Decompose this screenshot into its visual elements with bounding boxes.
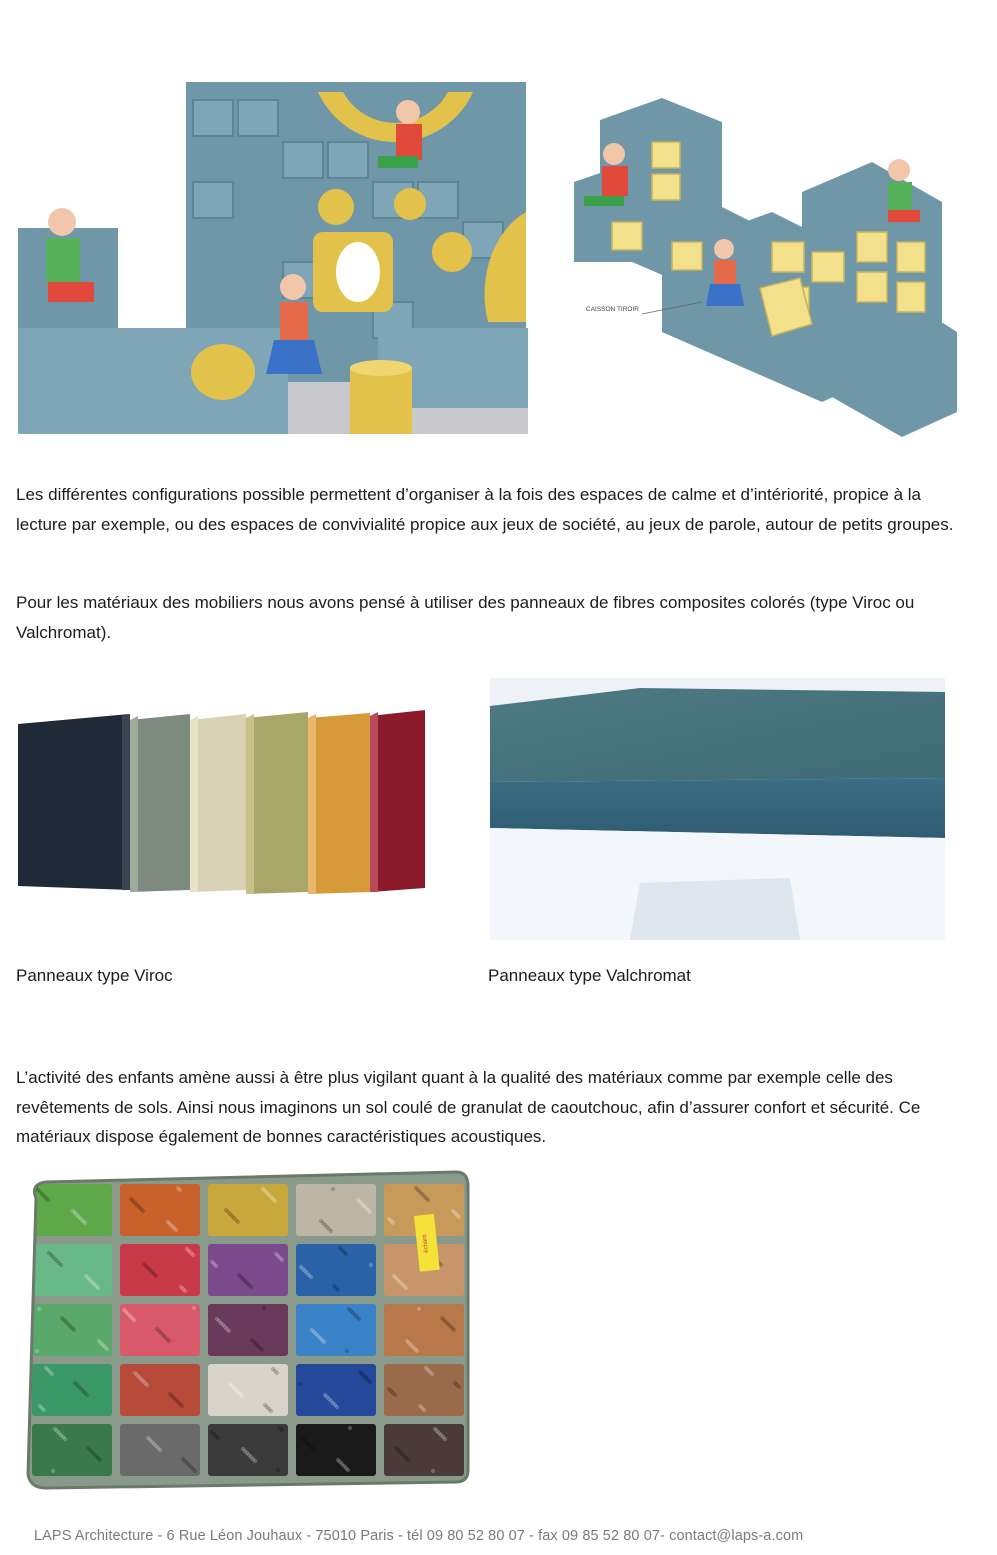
rubber-sample-cell — [120, 1184, 200, 1236]
granule-speckle — [415, 1349, 419, 1353]
granule-speckle — [457, 1385, 461, 1389]
rubber-sample-cell — [120, 1364, 200, 1416]
caption-valchromat: Panneaux type Valchromat — [488, 966, 691, 985]
granule-speckle — [357, 1317, 361, 1321]
granule-speckle — [298, 1382, 302, 1386]
granule-speckle — [406, 1458, 410, 1462]
granule-speckle — [141, 1209, 145, 1213]
granule-speckle — [280, 1428, 284, 1432]
paragraph-revetements-sols: L’activité des enfants amène aussi à être plus vigilant quant à la qualité des matériaux comme par exemple celle des revêtements de sols. Ainsi nous imaginons un sol coulé de granulat de caoutchouc, afin d’assurer confort et sécurité. Ce matériaux dispose également de bonnes caractéristiques acoustiques. — [16, 1068, 921, 1146]
granule-speckle — [329, 1229, 333, 1233]
granule-speckle — [180, 1404, 184, 1408]
granule-speckle — [145, 1383, 149, 1387]
granule-speckle — [51, 1469, 55, 1473]
granule-speckle — [348, 1426, 352, 1430]
granule-speckle — [85, 1393, 89, 1397]
granule-speckle — [393, 1393, 397, 1397]
rubber-sample-cell — [208, 1304, 288, 1356]
granule-speckle — [280, 1258, 284, 1262]
rubber-sample-cell — [296, 1184, 376, 1236]
granule-speckle — [344, 1252, 348, 1256]
footer-contact: LAPS Architecture - 6 Rue Léon Jouhaux - 75010 Paris - tél 09 80 52 80 07 - fax 09 85 52 80 07- contact@laps-a.com — [34, 1528, 804, 1544]
granule-speckle — [262, 1306, 266, 1310]
granule-speckle — [309, 1275, 313, 1279]
granule-speckle — [422, 1408, 426, 1412]
granule-speckle — [336, 1288, 340, 1292]
granule-speckle — [105, 1347, 109, 1351]
paragraph-materiaux-mobiliers: Pour les matériaux des mobiliers nous avons pensé à utiliser des panneaux de fibres composites colorés (type Viroc ou Valchromat). — [16, 593, 915, 642]
granule-speckle — [249, 1285, 253, 1289]
granule-speckle — [417, 1307, 421, 1311]
rubber-sample-cell — [296, 1424, 376, 1476]
granule-speckle — [72, 1328, 76, 1332]
caption-viroc: Panneaux type Viroc — [16, 966, 173, 985]
granule-speckle — [452, 1328, 456, 1332]
granule-speckle — [167, 1339, 171, 1343]
granule-speckle — [191, 1253, 195, 1257]
granule-speckle — [260, 1348, 264, 1352]
granule-speckle — [193, 1469, 197, 1473]
granule-speckle — [63, 1437, 67, 1441]
granule-speckle — [216, 1436, 220, 1440]
granule-speckle — [404, 1286, 408, 1290]
granule-speckle — [192, 1306, 196, 1310]
granule-speckle — [311, 1447, 315, 1451]
granule-speckle — [345, 1349, 349, 1353]
granule-speckle — [331, 1187, 335, 1191]
rubber-sample-cell — [208, 1184, 288, 1236]
granule-speckle — [240, 1394, 244, 1398]
granule-speckle — [214, 1264, 218, 1268]
granule-speckle — [42, 1408, 46, 1412]
rubber-sample-cell — [32, 1424, 112, 1476]
granule-speckle — [269, 1409, 273, 1413]
granule-speckle — [275, 1371, 279, 1375]
sample-sticker-label: échant. — [421, 1232, 430, 1254]
granule-speckle — [35, 1349, 39, 1353]
rubber-granulate-samples-photo — [16, 1170, 471, 1490]
granule-speckle — [46, 1198, 50, 1202]
rubber-sample-cell — [208, 1424, 288, 1476]
granule-speckle — [368, 1210, 372, 1214]
granule-speckle — [154, 1274, 158, 1278]
granule-speckle — [132, 1318, 136, 1322]
granule-speckle — [426, 1198, 430, 1202]
granule-speckle — [430, 1372, 434, 1376]
granule-speckle — [335, 1405, 339, 1409]
granule-speckle — [391, 1221, 395, 1225]
granule-speckle — [273, 1199, 277, 1203]
granule-speckle — [346, 1468, 350, 1472]
granule-speckle — [439, 1263, 443, 1267]
granule-speckle — [83, 1221, 87, 1225]
children-play-furniture-illustration — [18, 82, 528, 434]
granule-speckle — [37, 1307, 41, 1311]
granule-speckle — [50, 1372, 54, 1376]
granule-speckle — [96, 1286, 100, 1290]
granule-speckle — [253, 1459, 257, 1463]
viroc-panels-photo — [18, 710, 428, 895]
granule-speckle — [236, 1220, 240, 1224]
granule-speckle — [443, 1437, 447, 1441]
granule-speckle — [276, 1468, 280, 1472]
granule-speckle — [369, 1263, 373, 1267]
granule-speckle — [59, 1263, 63, 1267]
granule-speckle — [431, 1469, 435, 1473]
granule-speckle — [322, 1340, 326, 1344]
caisson-tiroir-label: CAISSON TIROIR — [586, 306, 639, 313]
granule-speckle — [158, 1448, 162, 1452]
granule-speckle — [183, 1289, 187, 1293]
granule-speckle — [227, 1329, 231, 1333]
rubber-sample-cell — [296, 1304, 376, 1356]
paragraph-configurations: Les différentes configurations possible permettent d’organiser à la fois des espaces de calme et d’intériorité, propice à la lecture par exemple, ou des espaces de convivialité propice aux jeux de société, au jeux de parole, autour de petits groupes. — [16, 485, 954, 534]
granule-speckle — [98, 1458, 102, 1462]
modular-drawer-furniture-illustration — [572, 92, 962, 440]
valchromat-panel-photo — [490, 678, 945, 940]
granule-speckle — [178, 1188, 182, 1192]
granule-speckle — [174, 1228, 178, 1232]
granule-speckle — [457, 1215, 461, 1219]
granule-speckle — [368, 1380, 372, 1384]
